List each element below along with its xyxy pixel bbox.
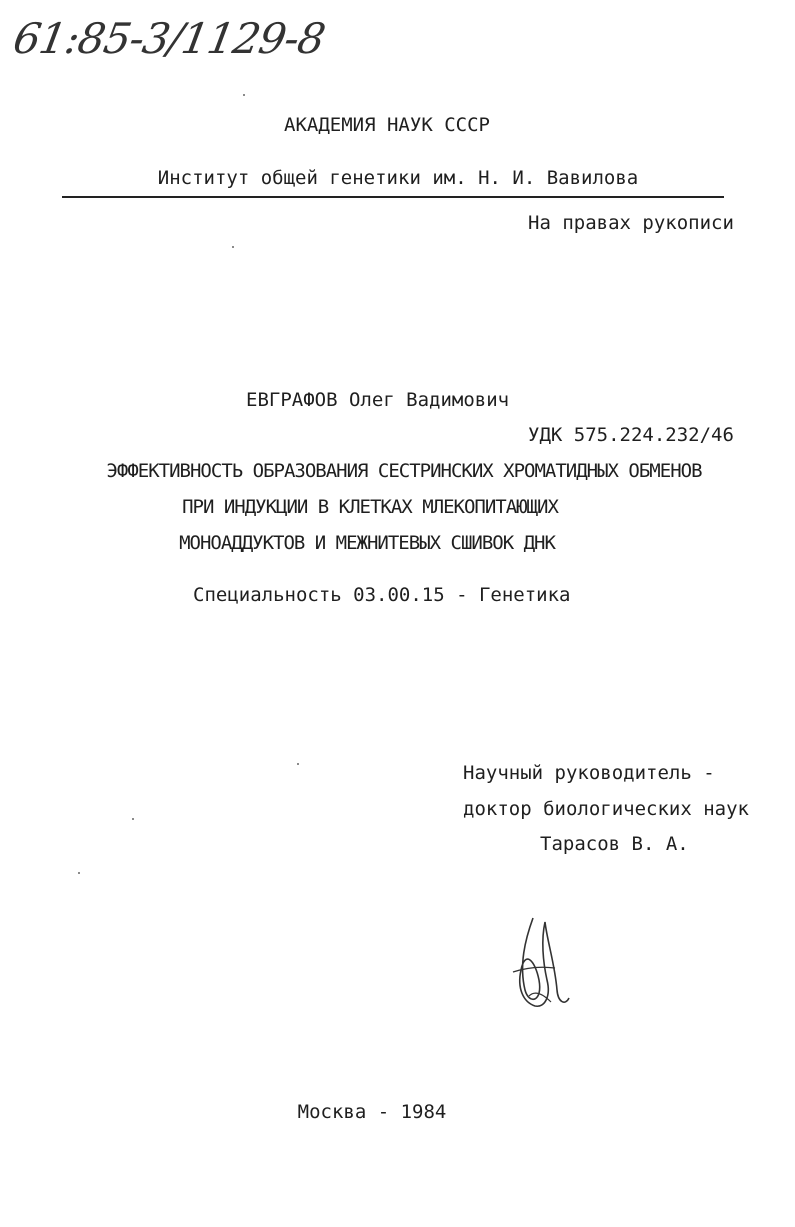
city-year: Москва - 1984 (297, 1101, 447, 1123)
header-divider (62, 196, 724, 198)
handwritten-signature (495, 910, 580, 1015)
supervisor-degree: доктор биологических наук (463, 798, 749, 820)
institute-name: Институт общей генетики им. Н. И. Вавилова (157, 167, 639, 189)
supervisor-name: Тарасов В. А. (540, 833, 689, 855)
specialty-line: Специальность 03.00.15 - Генетика (193, 584, 571, 606)
thesis-title-line-1: ЭФФЕКТИВНОСТЬ ОБРАЗОВАНИЯ СЕСТРИНСКИХ ХРОМАТИДНЫХ ОБМЕНОВ (106, 460, 702, 482)
paper-speck (232, 246, 234, 248)
handwritten-catalog-number: 61:85-3/1129-8 (9, 14, 329, 63)
supervisor-role: Научный руководитель - (463, 762, 715, 784)
paper-speck (132, 818, 134, 820)
paper-speck (297, 763, 299, 765)
manuscript-rights: На правах рукописи (528, 212, 734, 234)
paper-speck (243, 94, 245, 96)
paper-speck (78, 872, 80, 874)
author-name: ЕВГРАФОВ Олег Вадимович (246, 389, 510, 411)
thesis-title-line-3: МОНОАДДУКТОВ И МЕЖНИТЕВЫХ СШИВОК ДНК (179, 532, 555, 554)
thesis-title-line-2: ПРИ ИНДУКЦИИ В КЛЕТКАХ МЛЕКОПИТАЮЩИХ (182, 496, 558, 518)
academy-heading: АКАДЕМИЯ НАУК СССР (284, 114, 490, 136)
udc-code: УДК 575.224.232/46 (528, 424, 734, 446)
